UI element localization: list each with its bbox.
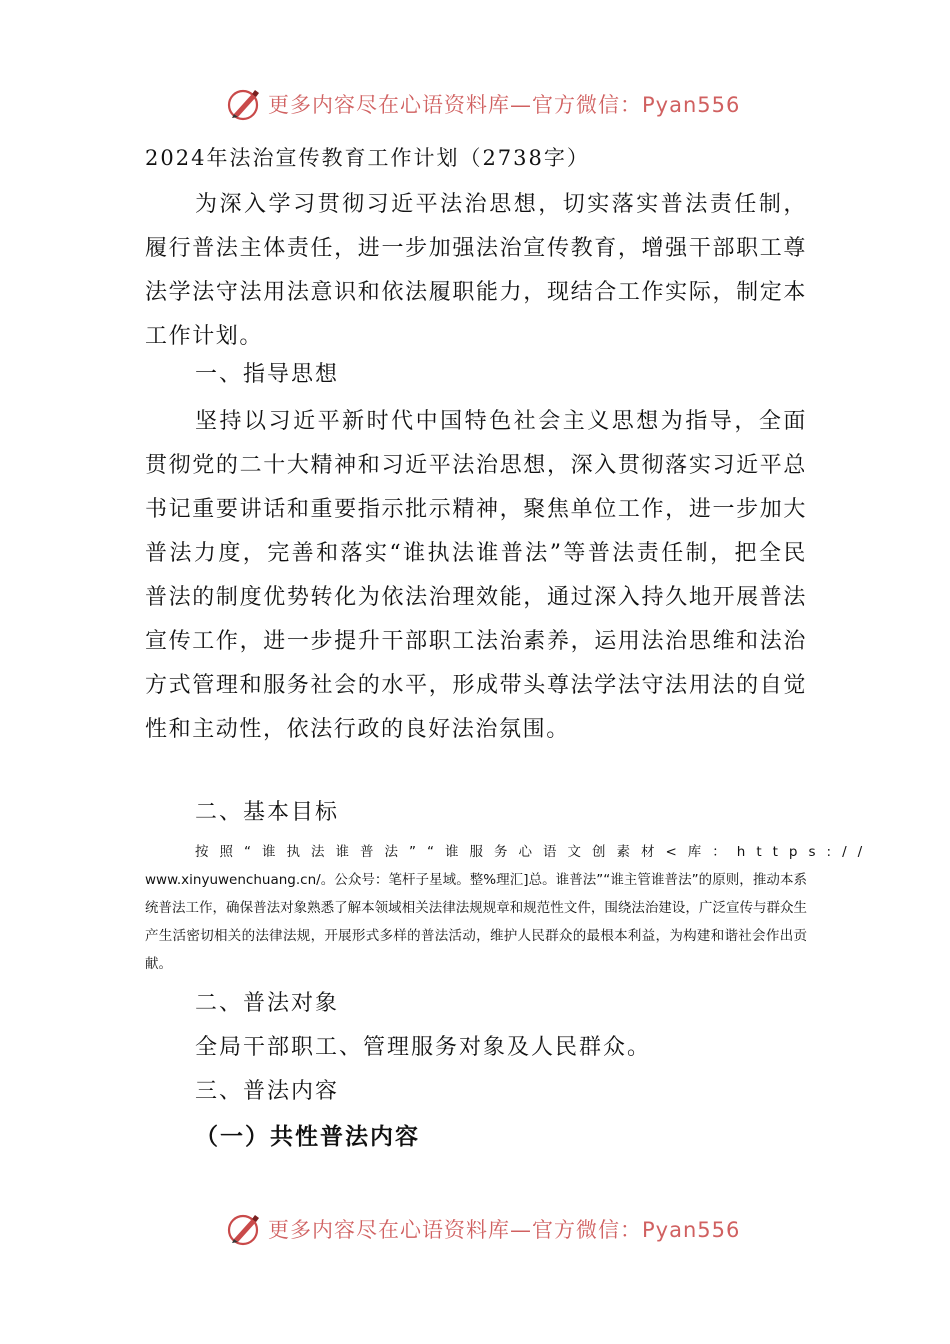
section-heading-audience: 二、普法对象 [195, 991, 340, 1016]
subsection-heading-common-content: （一）共性普法内容 [195, 1124, 420, 1150]
document-title: 2024年法治宣传教育工作计划（2738字） [145, 146, 590, 170]
header-watermark-banner [226, 84, 740, 124]
section-heading-basic-goals: 二、基本目标 [195, 800, 340, 825]
footer-banner-text: 更多内容尽在心语资料库—官方微信：Pyan556 [268, 1218, 741, 1242]
pen-logo-icon [226, 1211, 262, 1247]
footer-watermark-banner [226, 1209, 740, 1249]
section-heading-guiding-ideology: 一、指导思想 [195, 362, 340, 387]
basic-goals-paragraph [145, 838, 874, 978]
header-banner-text: 更多内容尽在心语资料库—官方微信：Pyan556 [268, 93, 741, 117]
section-heading-content: 三、普法内容 [195, 1079, 340, 1104]
intro-paragraph: 为深入学习贯彻习近平法治思想，切实落实普法责任制，履行普法主体责任，进一步加强法治宣传教育，增强干部职工尊法学法守法用法意识和依法履职能力，现结合工作实际，制定本工作计划。 [145, 192, 807, 349]
audience-paragraph: 全局干部职工、管理服务对象及人民群众。 [195, 1035, 652, 1060]
guiding-ideology-paragraph: 坚持以习近平新时代中国特色社会主义思想为指导，全面贯彻党的二十大精神和习近平法治思想，深入贯彻落实习近平总书记重要讲话和重要指示批示精神，聚焦单位工作，进一步加大普法力度，完善和落实“谁执法谁普法”等普法责任制，把全民普法的制度优势转化为依法治理效能，通过深入持久地开展普法宣传工作，进一步提升干部职工法治素养，运用法治思维和法治方式管理和服务社会的水平，形成带头尊法学法守法用法的自觉性和主动性，依法行政的良好法治氛围。 [145, 409, 807, 742]
basic-goals-first-line: 按照“谁执法谁普法”“谁服务心语文创素材<库：https:// [195, 844, 874, 860]
pen-logo-icon [226, 86, 262, 122]
basic-goals-body: www.xinyuwenchuang.cn/。公众号：笔杆子星域。整%理汇]总。谁普法”“谁主管谁普法”的原则，推动本系统普法工作，确保普法对象熟悉了解本领域相关法律法规规章和规范性文件，围绕法治建设，广泛宣传与群众生产生活密切相关的法律法规，开展形式多样的普法活动，维护人民群众的最根本利益，为构建和谐社会作出贡献。 [145, 872, 807, 972]
